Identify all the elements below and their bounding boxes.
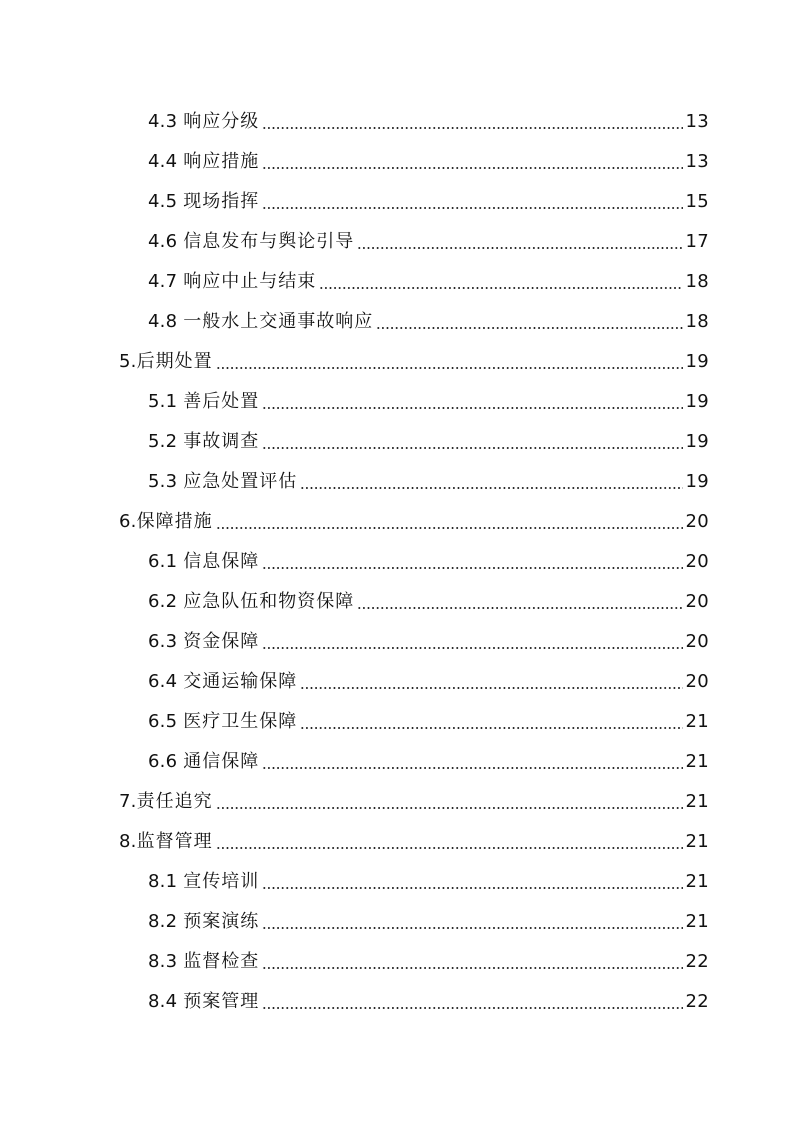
dot-leader: [262, 767, 683, 769]
toc-entry-title: 预案演练: [183, 911, 260, 932]
dot-leader: [357, 607, 683, 609]
dot-leader: [216, 807, 684, 809]
toc-entry-title: 监督管理: [136, 831, 213, 852]
dot-leader: [300, 727, 683, 729]
toc-entry-title: 后期处置: [136, 351, 213, 372]
toc-entry-title: 预案管理: [183, 991, 260, 1012]
toc-entry-page: 19: [685, 431, 709, 452]
toc-entry-title: 善后处置: [183, 391, 260, 412]
toc-entry-page: 13: [685, 151, 709, 172]
toc-entry-6-6[interactable]: [148, 748, 709, 776]
toc-entry-6-2[interactable]: [148, 588, 709, 616]
toc-entry-page: 20: [685, 511, 709, 532]
toc-entry-title: 责任追究: [136, 791, 213, 812]
dot-leader: [262, 887, 683, 889]
toc-entry-title: 应急队伍和物资保障: [183, 591, 355, 612]
toc-entry-page: 15: [685, 191, 709, 212]
toc-entry-title: 应急处置评估: [183, 471, 298, 492]
toc-entry-4-5[interactable]: [148, 188, 709, 216]
toc-entry-6-1[interactable]: [148, 548, 709, 576]
toc-entry-4-7[interactable]: [148, 268, 709, 296]
toc-entry-5[interactable]: [119, 348, 709, 376]
toc-entry-title: 通信保障: [183, 751, 260, 772]
dot-leader: [262, 1007, 683, 1009]
toc-entry-number: 6.4: [148, 671, 178, 692]
toc-entry-number: 8.3: [148, 951, 178, 972]
toc-entry-title: 事故调查: [183, 431, 260, 452]
toc-entry-title: 宣传培训: [183, 871, 260, 892]
dot-leader: [216, 847, 684, 849]
dot-leader: [262, 447, 683, 449]
toc-entry-title: 医疗卫生保障: [183, 711, 298, 732]
toc-entry-8[interactable]: [119, 828, 709, 856]
toc-entry-page: 22: [685, 951, 709, 972]
toc-entry-title: 信息保障: [183, 551, 260, 572]
toc-entry-6[interactable]: [119, 508, 709, 536]
dot-leader: [262, 967, 683, 969]
toc-entry-number: 8.1: [148, 871, 178, 892]
toc-entry-title: 响应措施: [183, 151, 260, 172]
toc-entry-title: 保障措施: [136, 511, 213, 532]
toc-entry-title: 资金保障: [183, 631, 260, 652]
toc-entry-5-2[interactable]: [148, 428, 709, 456]
toc-entry-6-3[interactable]: [148, 628, 709, 656]
toc-entry-6-5[interactable]: [148, 708, 709, 736]
toc-entry-page: 13: [685, 111, 709, 132]
dot-leader: [300, 687, 683, 689]
dot-leader: [357, 247, 683, 249]
toc-entry-number: 7.: [119, 791, 137, 812]
toc-entry-page: 19: [685, 351, 709, 372]
toc-entry-8-2[interactable]: [148, 908, 709, 936]
toc-entry-number: 4.6: [148, 231, 178, 252]
toc-entry-number: 4.8: [148, 311, 178, 332]
toc-entry-number: 5.3: [148, 471, 178, 492]
toc-entry-page: 20: [685, 631, 709, 652]
toc-entry-4-3[interactable]: [148, 108, 709, 136]
dot-leader: [216, 527, 684, 529]
toc-entry-page: 20: [685, 551, 709, 572]
toc-entry-title: 现场指挥: [183, 191, 260, 212]
toc-entry-number: 6.3: [148, 631, 178, 652]
toc-entry-page: 21: [685, 831, 709, 852]
toc-entry-page: 18: [685, 311, 709, 332]
toc-entry-4-6[interactable]: [148, 228, 709, 256]
toc-entry-title: 响应分级: [183, 111, 260, 132]
toc-entry-4-4[interactable]: [148, 148, 709, 176]
toc-entry-page: 21: [685, 871, 709, 892]
toc-entry-5-1[interactable]: [148, 388, 709, 416]
toc-entry-7[interactable]: [119, 788, 709, 816]
toc-entry-number: 5.2: [148, 431, 178, 452]
toc-entry-title: 交通运输保障: [183, 671, 298, 692]
toc-entry-number: 4.4: [148, 151, 178, 172]
toc-entry-number: 4.3: [148, 111, 178, 132]
toc-entry-page: 22: [685, 991, 709, 1012]
toc-entry-page: 19: [685, 391, 709, 412]
toc-entry-number: 6.2: [148, 591, 178, 612]
toc-entry-number: 6.5: [148, 711, 178, 732]
toc-entry-6-4[interactable]: [148, 668, 709, 696]
toc-entry-8-4[interactable]: [148, 988, 709, 1016]
dot-leader: [262, 207, 683, 209]
toc-entry-page: 21: [685, 911, 709, 932]
dot-leader: [262, 647, 683, 649]
toc-entry-8-1[interactable]: [148, 868, 709, 896]
dot-leader: [216, 367, 684, 369]
toc-entry-number: 8.: [119, 831, 137, 852]
dot-leader: [262, 927, 683, 929]
toc-entry-page: 21: [685, 791, 709, 812]
toc-entry-title: 监督检查: [183, 951, 260, 972]
dot-leader: [262, 567, 683, 569]
dot-leader: [319, 287, 683, 289]
dot-leader: [262, 127, 683, 129]
toc-entry-number: 6.1: [148, 551, 178, 572]
toc-entry-page: 21: [685, 711, 709, 732]
toc-entry-5-3[interactable]: [148, 468, 709, 496]
toc-entry-number: 4.7: [148, 271, 178, 292]
toc-entry-number: 4.5: [148, 191, 178, 212]
toc-entry-number: 6.6: [148, 751, 178, 772]
toc-entry-number: 6.: [119, 511, 137, 532]
dot-leader: [376, 327, 683, 329]
toc-entry-4-8[interactable]: [148, 308, 709, 336]
dot-leader: [300, 487, 683, 489]
dot-leader: [262, 167, 683, 169]
toc-entry-8-3[interactable]: [148, 948, 709, 976]
toc-entry-page: 20: [685, 671, 709, 692]
toc-entry-page: 19: [685, 471, 709, 492]
toc-entry-page: 20: [685, 591, 709, 612]
toc-entry-title: 响应中止与结束: [183, 271, 317, 292]
toc-entry-page: 18: [685, 271, 709, 292]
toc-entry-page: 21: [685, 751, 709, 772]
toc-entry-number: 8.4: [148, 991, 178, 1012]
toc-entry-title: 信息发布与舆论引导: [183, 231, 355, 252]
toc-entry-number: 5.: [119, 351, 137, 372]
toc-entry-title: 一般水上交通事故响应: [183, 311, 374, 332]
dot-leader: [262, 407, 683, 409]
toc-entry-number: 8.2: [148, 911, 178, 932]
toc-entry-number: 5.1: [148, 391, 178, 412]
toc-entry-page: 17: [685, 231, 709, 252]
